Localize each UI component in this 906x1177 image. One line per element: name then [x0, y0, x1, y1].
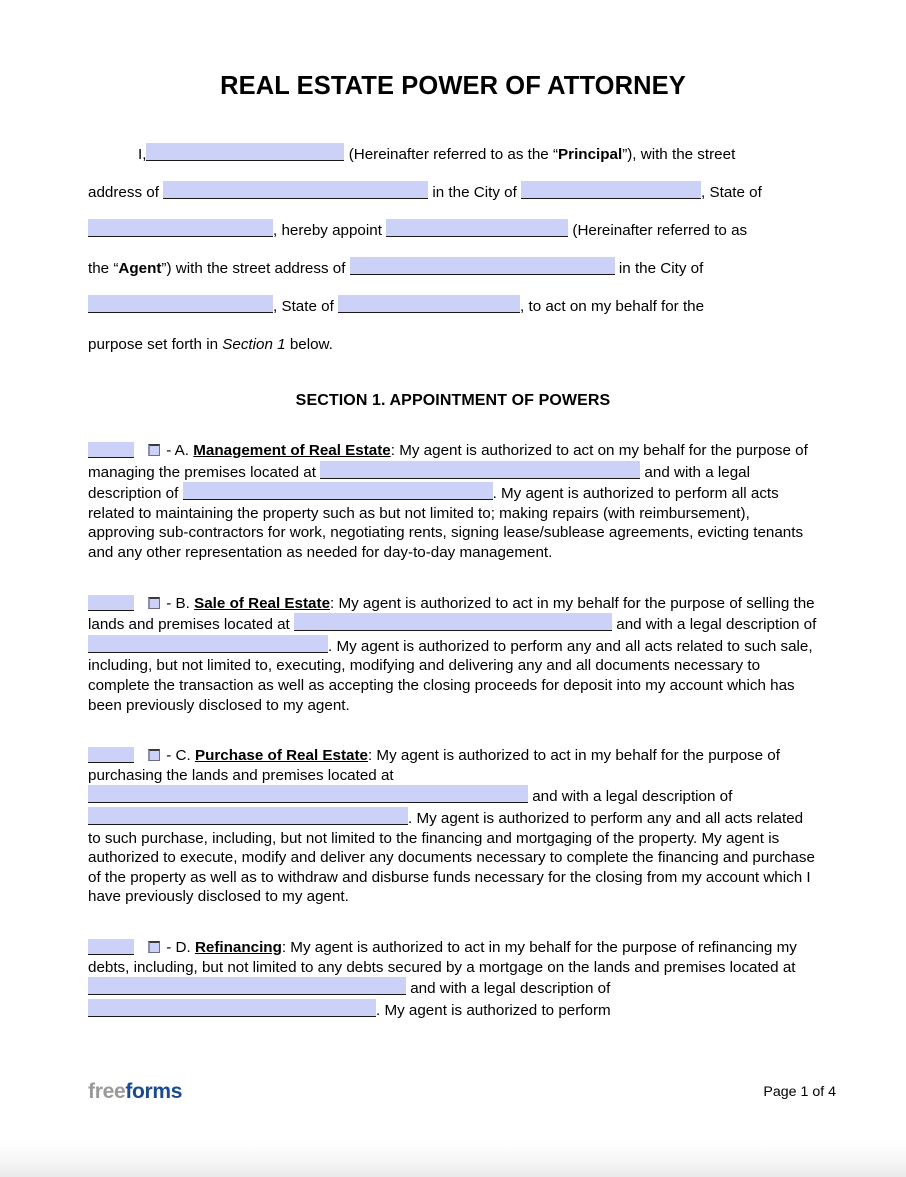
intro-text-hereby-appoint: , hereby appoint — [273, 222, 382, 240]
clause-b-text-2: and with a legal description of — [616, 616, 817, 634]
agent-term: Agent — [118, 260, 162, 278]
clause-a-checkbox[interactable] — [148, 444, 160, 456]
page-number: Page 1 of 4 — [763, 1084, 836, 1100]
agent-street-address-field[interactable] — [350, 257, 615, 275]
section-reference: Section 1 — [222, 336, 286, 354]
clause-a-text-2: and with a legal description of — [88, 463, 750, 503]
section-1-heading: SECTION 1. APPOINTMENT OF POWERS — [295, 392, 611, 410]
clause-d-text-1: : My agent is authorized to act in my behalf for the purpose of refinancing my debts, including, but not limited to any debts secured by a mortgage on the lands and premises located at — [88, 938, 797, 976]
clause-c-text-3: . My agent is authorized to perform any and all acts related to such purchase, including, but not limited to the financing and mortgaging of the property. My agent is authorized to execute, modify and deliver any documents necessary to complete the financing and purchase of the property as well as to withdraw and disburse funds necessary for the closing from my account which I have previously disclosed to my agent. — [88, 809, 815, 906]
intro-text-the: the “ — [88, 260, 119, 278]
intro-text-in-city-of-2: in the City of — [618, 260, 704, 278]
intro-line-3 — [88, 212, 818, 250]
clause-c-legal-description-field[interactable] — [88, 807, 408, 825]
intro-text-purpose: purpose set forth in — [88, 336, 219, 354]
intro-line-5 — [88, 288, 818, 326]
intro-paragraph — [88, 136, 818, 364]
logo-free-text: free — [88, 1080, 126, 1103]
intro-line-1 — [88, 136, 818, 174]
clause-b-text-1: : My agent is authorized to act in my behalf for the purpose of selling the lands and premises located at — [88, 594, 815, 634]
clause-c-text-1: : My agent is authorized to act in my behalf for the purpose of purchasing the lands and premises located at — [88, 747, 780, 784]
clause-d-checkbox[interactable] — [148, 941, 160, 953]
clause-b — [88, 594, 818, 716]
page-title: REAL ESTATE POWER OF ATTORNEY — [220, 72, 686, 100]
page-footer — [88, 1080, 836, 1104]
clause-b-legal-description-field[interactable] — [88, 635, 328, 653]
intro-text-i: I, — [138, 146, 147, 164]
clause-c — [88, 746, 818, 907]
clause-d-heading: Refinancing — [194, 938, 282, 956]
intro-text-hereinafter: (Hereinafter referred to as the “ — [348, 146, 559, 164]
clause-a-initials-field[interactable] — [88, 442, 134, 458]
clause-c-text-2: and with a legal description of — [532, 788, 733, 806]
clause-d-legal-description-field[interactable] — [88, 999, 376, 1017]
intro-line-2 — [88, 174, 818, 212]
principal-street-address-field[interactable] — [163, 181, 428, 199]
intro-line-4 — [88, 250, 818, 288]
page-edge-shadow — [0, 1140, 906, 1177]
clause-a-legal-description-field[interactable] — [183, 482, 493, 500]
clause-c-checkbox[interactable] — [148, 749, 160, 761]
clause-d-letter: - D. — [166, 938, 191, 956]
clause-d — [88, 938, 818, 1020]
clause-b-letter: - B. — [166, 594, 190, 612]
logo-forms-text: forms — [125, 1080, 183, 1103]
clause-d-text-3: . My agent is authorized to perform — [376, 1001, 611, 1019]
principal-name-field[interactable] — [146, 143, 344, 161]
principal-term: Principal — [558, 146, 623, 164]
clause-b-checkbox[interactable] — [148, 597, 160, 609]
intro-text-below: below. — [289, 336, 333, 354]
clause-c-premises-field[interactable] — [88, 785, 528, 803]
clause-a-text-3: . My agent is authorized to perform all acts related to maintaining the property such as but not limited to; making repairs (with reimbursement), approving sub-contractors for work, negotiating rents, signing lease/sublease agreements, evicting tenants and any other representation as needed for day-to-day management. — [88, 485, 804, 562]
freeforms-logo[interactable] — [88, 1080, 182, 1104]
clause-b-heading: Sale of Real Estate — [194, 594, 331, 612]
intro-text-address-of: address of — [88, 184, 159, 202]
clause-b-initials-field[interactable] — [88, 595, 134, 611]
intro-text-agent-address: ”) with the street address of — [161, 260, 346, 278]
clause-c-initials-field[interactable] — [88, 747, 134, 763]
clause-a-text-1: : My agent is authorized to act on my behalf for the purpose of managing the premises located at — [88, 442, 808, 481]
principal-city-field[interactable] — [521, 181, 701, 199]
agent-state-field[interactable] — [338, 295, 520, 313]
principal-state-field[interactable] — [88, 219, 273, 237]
clause-d-initials-field[interactable] — [88, 939, 134, 955]
intro-text-hereinafter-2: (Hereinafter referred to as — [572, 222, 748, 240]
clause-b-text-3: . My agent is authorized to perform any and all acts related to such sale, including, but not limited to, executing, modifying and delivering any and all documents necessary to complete the transaction as well as accepting the closing proceeds for deposit into my account which has been previously disclosed to my agent. — [88, 637, 813, 714]
intro-text-in-city-of: in the City of — [432, 184, 517, 202]
clause-a-heading: Management of Real Estate — [193, 442, 391, 460]
clause-a — [88, 441, 818, 563]
intro-text-state-of: , State of — [701, 184, 762, 202]
clause-c-heading: Purchase of Real Estate — [194, 747, 368, 765]
clause-a-premises-field[interactable] — [320, 461, 640, 479]
clause-d-text-2: and with a legal description of — [410, 980, 611, 998]
clause-d-premises-field[interactable] — [88, 977, 406, 995]
agent-city-field[interactable] — [88, 295, 273, 313]
agent-name-field[interactable] — [386, 219, 568, 237]
intro-line-6 — [88, 326, 818, 364]
intro-text-street: ”), with the street — [622, 146, 736, 164]
clause-c-letter: - C. — [166, 747, 191, 765]
intro-text-act-on-behalf: , to act on my behalf for the — [520, 298, 705, 316]
intro-text-state-of-2: , State of — [273, 298, 334, 316]
clause-b-premises-field[interactable] — [294, 613, 612, 631]
clause-a-letter: - A. — [166, 442, 190, 460]
